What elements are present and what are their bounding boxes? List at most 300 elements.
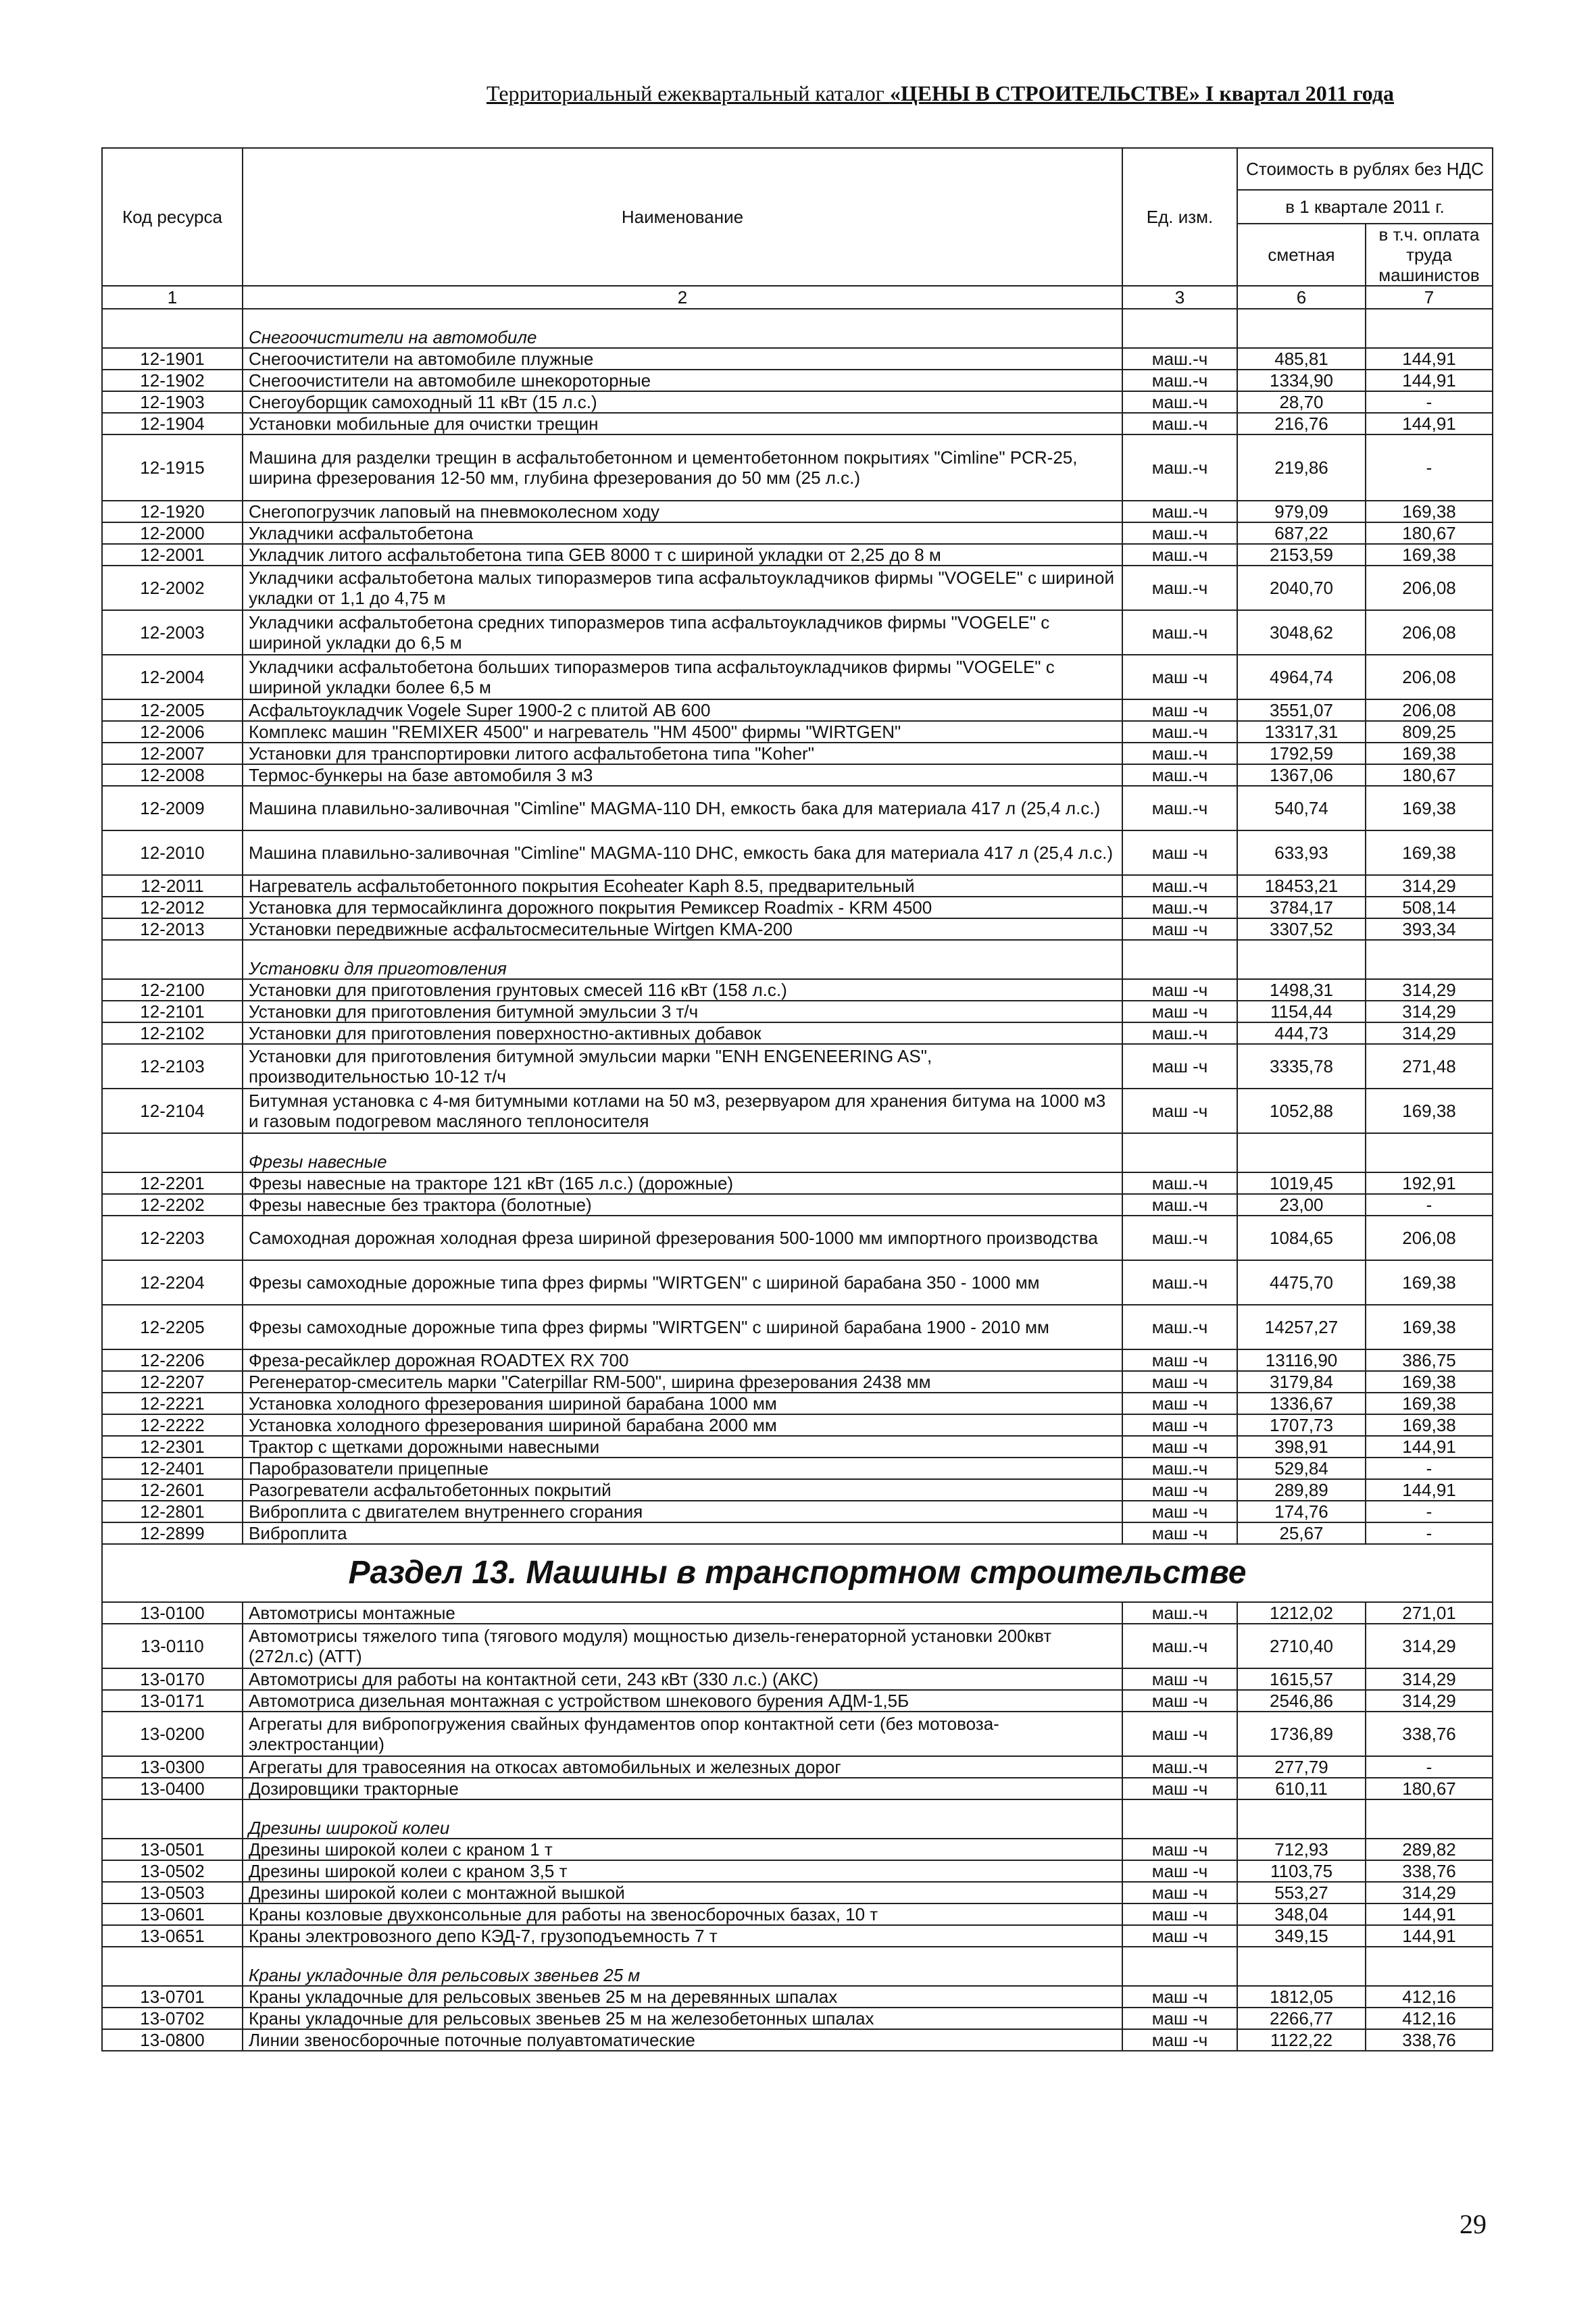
resource-name: Асфальтоукладчик Vogele Super 1900-2 с плитой АВ 600	[243, 699, 1122, 721]
resource-name: Автомотрисы тяжелого типа (тягового модуля) мощностью дизель-генераторной установки 200квт (272л.с) (АТТ)	[243, 1624, 1122, 1668]
estimated-cost: 1736,89	[1237, 1712, 1366, 1756]
resource-code: 13-0601	[102, 1903, 243, 1925]
operator-labor-cost: 206,08	[1366, 610, 1493, 655]
resource-code: 12-2000	[102, 522, 243, 544]
unit-of-measure: маш.-ч	[1122, 391, 1237, 413]
resource-name: Самоходная дорожная холодная фреза шириной фрезерования 500-1000 мм импортного производства	[243, 1216, 1122, 1260]
unit-of-measure: маш -ч	[1122, 699, 1237, 721]
unit-of-measure: маш -ч	[1122, 1839, 1237, 1860]
unit-of-measure: маш.-ч	[1122, 566, 1237, 610]
estimated-cost: 349,15	[1237, 1925, 1366, 1947]
estimated-cost: 1103,75	[1237, 1860, 1366, 1882]
subsection-row	[102, 309, 1493, 348]
estimated-cost: 28,70	[1237, 391, 1366, 413]
subsection-title: Установки для приготовления	[243, 940, 1122, 979]
table-body	[102, 309, 1493, 2051]
unit-of-measure: маш -ч	[1122, 655, 1237, 699]
resource-code: 12-2301	[102, 1436, 243, 1458]
resource-code: 12-1901	[102, 348, 243, 370]
operator-labor-cost: 169,38	[1366, 1260, 1493, 1305]
resource-code: 12-2003	[102, 610, 243, 655]
resource-code: 12-2202	[102, 1194, 243, 1216]
unit-of-measure: маш -ч	[1122, 1479, 1237, 1501]
operator-labor-cost: 314,29	[1366, 1022, 1493, 1044]
resource-name: Фреза-ресайклер дорожная ROADTEX RX 700	[243, 1349, 1122, 1371]
resource-code: 12-2203	[102, 1216, 243, 1260]
resource-code: 12-2001	[102, 544, 243, 566]
empty-cell	[102, 1799, 243, 1839]
table-row	[102, 610, 1493, 655]
unit-of-measure: маш -ч	[1122, 1501, 1237, 1522]
estimated-cost: 2546,86	[1237, 1690, 1366, 1712]
operator-labor-cost: -	[1366, 1194, 1493, 1216]
empty-cell	[1122, 940, 1237, 979]
table-row	[102, 655, 1493, 699]
estimated-cost: 13317,31	[1237, 721, 1366, 743]
unit-of-measure: маш -ч	[1122, 1393, 1237, 1414]
table-row	[102, 1260, 1493, 1305]
table-row	[102, 830, 1493, 875]
estimated-cost: 1084,65	[1237, 1216, 1366, 1260]
operator-labor-cost: 314,29	[1366, 1001, 1493, 1022]
resource-name: Автомотрисы для работы на контактной сети, 243 кВт (330 л.с.) (АКС)	[243, 1668, 1122, 1690]
resource-code: 12-2009	[102, 786, 243, 830]
table-row	[102, 1216, 1493, 1260]
estimated-cost: 277,79	[1237, 1756, 1366, 1778]
price-catalog-table	[101, 147, 1493, 2051]
table-row	[102, 1986, 1493, 2008]
resource-code: 12-2801	[102, 1501, 243, 1522]
resource-name: Агрегаты для вибропогружения свайных фундаментов опор контактной сети (без мотовоза-электростанции)	[243, 1712, 1122, 1756]
unit-of-measure: маш -ч	[1122, 1903, 1237, 1925]
estimated-cost: 2266,77	[1237, 2008, 1366, 2029]
empty-cell	[1122, 1947, 1237, 1986]
table-row	[102, 1479, 1493, 1501]
estimated-cost: 540,74	[1237, 786, 1366, 830]
table-row	[102, 1371, 1493, 1393]
unit-of-measure: маш -ч	[1122, 1860, 1237, 1882]
estimated-cost: 687,22	[1237, 522, 1366, 544]
resource-code: 13-0300	[102, 1756, 243, 1778]
unit-of-measure: маш -ч	[1122, 1001, 1237, 1022]
resource-name: Краны укладочные для рельсовых звеньев 25 м на деревянных шпалах	[243, 1986, 1122, 2008]
resource-code: 12-2007	[102, 743, 243, 764]
header-labor: в т.ч. оплата труда машинистов	[1366, 224, 1493, 286]
operator-labor-cost: 169,38	[1366, 786, 1493, 830]
operator-labor-cost: -	[1366, 1501, 1493, 1522]
table-row	[102, 1602, 1493, 1624]
estimated-cost: 14257,27	[1237, 1305, 1366, 1349]
table-row	[102, 1501, 1493, 1522]
resource-name: Снегопогрузчик лаповый на пневмоколесном ходу	[243, 501, 1122, 522]
resource-name: Дрезины широкой колеи с краном 3,5 т	[243, 1860, 1122, 1882]
table-row	[102, 501, 1493, 522]
resource-name: Автомотрисы монтажные	[243, 1602, 1122, 1624]
table-row	[102, 979, 1493, 1001]
operator-labor-cost: 206,08	[1366, 699, 1493, 721]
header-prefix: Территориальный ежеквартальный каталог	[487, 81, 890, 105]
resource-code: 13-0171	[102, 1690, 243, 1712]
operator-labor-cost: 412,16	[1366, 2008, 1493, 2029]
resource-name: Автомотриса дизельная монтажная с устройством шнекового бурения АДМ-1,5Б	[243, 1690, 1122, 1712]
table-row	[102, 413, 1493, 434]
resource-code: 12-2401	[102, 1458, 243, 1479]
resource-code: 12-2222	[102, 1414, 243, 1436]
unit-of-measure: маш.-ч	[1122, 544, 1237, 566]
unit-of-measure: маш.-ч	[1122, 1602, 1237, 1624]
estimated-cost: 219,86	[1237, 434, 1366, 501]
unit-of-measure: маш.-ч	[1122, 610, 1237, 655]
table-row	[102, 1194, 1493, 1216]
resource-name: Дрезины широкой колеи с краном 1 т	[243, 1839, 1122, 1860]
section-title: Раздел 13. Машины в транспортном строительстве	[102, 1544, 1493, 1602]
subsection-title: Дрезины широкой колеи	[243, 1799, 1122, 1839]
table-row	[102, 522, 1493, 544]
unit-of-measure: маш.-ч	[1122, 348, 1237, 370]
operator-labor-cost: 271,48	[1366, 1044, 1493, 1089]
empty-cell	[1366, 309, 1493, 348]
empty-cell	[1122, 1133, 1237, 1172]
operator-labor-cost: 314,29	[1366, 1882, 1493, 1903]
estimated-cost: 485,81	[1237, 348, 1366, 370]
table-row	[102, 1349, 1493, 1371]
column-number: 3	[1122, 286, 1237, 309]
estimated-cost: 2153,59	[1237, 544, 1366, 566]
estimated-cost: 1336,67	[1237, 1393, 1366, 1414]
resource-name: Нагреватель асфальтобетонного покрытия Ecoheater Kaph 8.5, предварительный	[243, 875, 1122, 897]
estimated-cost: 1212,02	[1237, 1602, 1366, 1624]
resource-code: 13-0200	[102, 1712, 243, 1756]
table-row	[102, 875, 1493, 897]
estimated-cost: 3307,52	[1237, 918, 1366, 940]
section-row	[102, 1544, 1493, 1602]
table-row	[102, 1925, 1493, 1947]
operator-labor-cost: 412,16	[1366, 1986, 1493, 2008]
unit-of-measure: маш.-ч	[1122, 786, 1237, 830]
header-estimated: сметная	[1237, 224, 1366, 286]
resource-code: 13-0503	[102, 1882, 243, 1903]
estimated-cost: 348,04	[1237, 1903, 1366, 1925]
header-quarter: в 1 квартале 2011 г.	[1237, 190, 1493, 224]
resource-name: Фрезы самоходные дорожные типа фрез фирмы "WIRTGEN" с шириной барабана 1900 - 2010 мм	[243, 1305, 1122, 1349]
resource-code: 13-0170	[102, 1668, 243, 1690]
header-title: «ЦЕНЫ В СТРОИТЕЛЬСТВЕ» I квартал 2011 года	[889, 81, 1395, 105]
empty-cell	[1237, 309, 1366, 348]
unit-of-measure: маш -ч	[1122, 1349, 1237, 1371]
table-row	[102, 1624, 1493, 1668]
estimated-cost: 23,00	[1237, 1194, 1366, 1216]
resource-code: 12-2899	[102, 1522, 243, 1544]
operator-labor-cost: 144,91	[1366, 1436, 1493, 1458]
subsection-title: Фрезы навесные	[243, 1133, 1122, 1172]
unit-of-measure: маш.-ч	[1122, 413, 1237, 434]
empty-cell	[102, 309, 243, 348]
resource-code: 12-2206	[102, 1349, 243, 1371]
resource-code: 13-0501	[102, 1839, 243, 1860]
resource-name: Виброплита с двигателем внутреннего сгорания	[243, 1501, 1122, 1522]
resource-name: Фрезы навесные без трактора (болотные)	[243, 1194, 1122, 1216]
table-row	[102, 1756, 1493, 1778]
resource-code: 12-2013	[102, 918, 243, 940]
resource-name: Укладчик литого асфальтобетона типа GEB 8000 т с шириной укладки от 2,25 до 8 м	[243, 544, 1122, 566]
header-unit: Ед. изм.	[1122, 148, 1237, 286]
resource-code: 12-2011	[102, 875, 243, 897]
operator-labor-cost: 169,38	[1366, 1414, 1493, 1436]
operator-labor-cost: 289,82	[1366, 1839, 1493, 1860]
resource-code: 12-2101	[102, 1001, 243, 1022]
operator-labor-cost: 144,91	[1366, 1903, 1493, 1925]
resource-code: 13-0100	[102, 1602, 243, 1624]
estimated-cost: 529,84	[1237, 1458, 1366, 1479]
table-row	[102, 897, 1493, 918]
table-row	[102, 764, 1493, 786]
estimated-cost: 1334,90	[1237, 370, 1366, 391]
unit-of-measure: маш -ч	[1122, 1414, 1237, 1436]
resource-name: Укладчики асфальтобетона малых типоразмеров типа асфальтоукладчиков фирмы "VOGELE" с шириной укладки от 1,1 до 4,75 м	[243, 566, 1122, 610]
unit-of-measure: маш -ч	[1122, 2008, 1237, 2029]
table-row	[102, 1172, 1493, 1194]
operator-labor-cost: 314,29	[1366, 1690, 1493, 1712]
operator-labor-cost: 169,38	[1366, 830, 1493, 875]
resource-name: Укладчики асфальтобетона	[243, 522, 1122, 544]
operator-labor-cost: 338,76	[1366, 1860, 1493, 1882]
resource-name: Термос-бункеры на базе автомобиля 3 м3	[243, 764, 1122, 786]
operator-labor-cost: 314,29	[1366, 875, 1493, 897]
operator-labor-cost: 386,75	[1366, 1349, 1493, 1371]
column-number: 1	[102, 286, 243, 309]
unit-of-measure: маш.-ч	[1122, 875, 1237, 897]
resource-code: 12-2103	[102, 1044, 243, 1089]
table-row	[102, 348, 1493, 370]
empty-cell	[1237, 1133, 1366, 1172]
unit-of-measure: маш -ч	[1122, 830, 1237, 875]
resource-code: 13-0651	[102, 1925, 243, 1947]
resource-name: Краны козловые двухконсольные для работы на звеносборочных базах, 10 т	[243, 1903, 1122, 1925]
estimated-cost: 712,93	[1237, 1839, 1366, 1860]
subsection-title: Краны укладочные для рельсовых звеньев 25 м	[243, 1947, 1122, 1986]
resource-name: Машина плавильно-заливочная "Cimline" MAGMA-110 DH, емкость бака для материала 417 л (25,4 л.с.)	[243, 786, 1122, 830]
operator-labor-cost: -	[1366, 391, 1493, 413]
table-row	[102, 566, 1493, 610]
resource-name: Краны укладочные для рельсовых звеньев 25 м на железобетонных шпалах	[243, 2008, 1122, 2029]
operator-labor-cost: 338,76	[1366, 2029, 1493, 2051]
unit-of-measure: маш.-ч	[1122, 743, 1237, 764]
resource-name: Установки для приготовления битумной эмульсии 3 т/ч	[243, 1001, 1122, 1022]
estimated-cost: 18453,21	[1237, 875, 1366, 897]
resource-code: 12-2102	[102, 1022, 243, 1044]
estimated-cost: 1052,88	[1237, 1089, 1366, 1133]
resource-code: 12-2601	[102, 1479, 243, 1501]
operator-labor-cost: -	[1366, 434, 1493, 501]
table-row	[102, 544, 1493, 566]
resource-code: 12-2006	[102, 721, 243, 743]
unit-of-measure: маш -ч	[1122, 1986, 1237, 2008]
unit-of-measure: маш -ч	[1122, 1778, 1237, 1799]
unit-of-measure: маш.-ч	[1122, 434, 1237, 501]
table-row	[102, 1305, 1493, 1349]
estimated-cost: 1498,31	[1237, 979, 1366, 1001]
empty-cell	[1366, 1133, 1493, 1172]
unit-of-measure: маш.-ч	[1122, 522, 1237, 544]
resource-name: Разогреватели асфальтобетонных покрытий	[243, 1479, 1122, 1501]
operator-labor-cost: 180,67	[1366, 764, 1493, 786]
resource-name: Установки для приготовления битумной эмульсии марки "ENH ENGENEERING AS", производительностью 10-12 т/ч	[243, 1044, 1122, 1089]
estimated-cost: 289,89	[1237, 1479, 1366, 1501]
operator-labor-cost: 271,01	[1366, 1602, 1493, 1624]
resource-code: 12-2205	[102, 1305, 243, 1349]
unit-of-measure: маш.-ч	[1122, 1305, 1237, 1349]
operator-labor-cost: 144,91	[1366, 1479, 1493, 1501]
table-row	[102, 1001, 1493, 1022]
table-row	[102, 786, 1493, 830]
empty-cell	[1366, 940, 1493, 979]
resource-name: Линии звеносборочные поточные полуавтоматические	[243, 2029, 1122, 2051]
estimated-cost: 1367,06	[1237, 764, 1366, 786]
estimated-cost: 174,76	[1237, 1501, 1366, 1522]
operator-labor-cost: 206,08	[1366, 566, 1493, 610]
resource-code: 12-1902	[102, 370, 243, 391]
empty-cell	[1366, 1947, 1493, 1986]
resource-code: 12-1920	[102, 501, 243, 522]
table-row	[102, 1089, 1493, 1133]
operator-labor-cost: -	[1366, 1522, 1493, 1544]
operator-labor-cost: 169,38	[1366, 1393, 1493, 1414]
unit-of-measure: маш -ч	[1122, 1522, 1237, 1544]
empty-cell	[102, 1133, 243, 1172]
resource-code: 12-2008	[102, 764, 243, 786]
resource-name: Битумная установка с 4-мя битумными котлами на 50 м3, резервуаром для хранения битума на 1000 м3 и газовым подогревом масляного теплоносителя	[243, 1089, 1122, 1133]
header-name: Наименование	[243, 148, 1122, 286]
estimated-cost: 1154,44	[1237, 1001, 1366, 1022]
operator-labor-cost: 206,08	[1366, 1216, 1493, 1260]
resource-name: Виброплита	[243, 1522, 1122, 1544]
resource-name: Установки для приготовления поверхностно-активных добавок	[243, 1022, 1122, 1044]
operator-labor-cost: 393,34	[1366, 918, 1493, 940]
resource-name: Установка для термосайклинга дорожного покрытия Ремиксер Roadmix - KRM 4500	[243, 897, 1122, 918]
resource-name: Укладчики асфальтобетона средних типоразмеров типа асфальтоукладчиков фирмы "VOGELE" с шириной укладки до 6,5 м	[243, 610, 1122, 655]
empty-cell	[1237, 1799, 1366, 1839]
resource-code: 12-2221	[102, 1393, 243, 1414]
resource-name: Установка холодного фрезерования шириной барабана 1000 мм	[243, 1393, 1122, 1414]
unit-of-measure: маш -ч	[1122, 1044, 1237, 1089]
resource-code: 12-2100	[102, 979, 243, 1001]
operator-labor-cost: 169,38	[1366, 1305, 1493, 1349]
estimated-cost: 3179,84	[1237, 1371, 1366, 1393]
table-row	[102, 721, 1493, 743]
operator-labor-cost: 169,38	[1366, 544, 1493, 566]
operator-labor-cost: 508,14	[1366, 897, 1493, 918]
estimated-cost: 1707,73	[1237, 1414, 1366, 1436]
operator-labor-cost: 314,29	[1366, 1668, 1493, 1690]
operator-labor-cost: 192,91	[1366, 1172, 1493, 1194]
estimated-cost: 2040,70	[1237, 566, 1366, 610]
operator-labor-cost: 180,67	[1366, 1778, 1493, 1799]
table-row	[102, 1778, 1493, 1799]
resource-code: 12-2010	[102, 830, 243, 875]
operator-labor-cost: -	[1366, 1458, 1493, 1479]
operator-labor-cost: 144,91	[1366, 1925, 1493, 1947]
table-row	[102, 1414, 1493, 1436]
table-row	[102, 434, 1493, 501]
operator-labor-cost: 169,38	[1366, 743, 1493, 764]
resource-code: 13-0800	[102, 2029, 243, 2051]
column-number: 7	[1366, 286, 1493, 309]
column-number-row	[102, 286, 1493, 309]
estimated-cost: 1792,59	[1237, 743, 1366, 764]
table-row	[102, 918, 1493, 940]
unit-of-measure: маш -ч	[1122, 1925, 1237, 1947]
estimated-cost: 4475,70	[1237, 1260, 1366, 1305]
resource-code: 13-0110	[102, 1624, 243, 1668]
unit-of-measure: маш -ч	[1122, 2029, 1237, 2051]
unit-of-measure: маш.-ч	[1122, 897, 1237, 918]
estimated-cost: 3048,62	[1237, 610, 1366, 655]
table-row	[102, 391, 1493, 413]
operator-labor-cost: 144,91	[1366, 348, 1493, 370]
resource-code: 12-2005	[102, 699, 243, 721]
estimated-cost: 3335,78	[1237, 1044, 1366, 1089]
resource-code: 13-0400	[102, 1778, 243, 1799]
estimated-cost: 633,93	[1237, 830, 1366, 875]
resource-code: 13-0701	[102, 1986, 243, 2008]
resource-name: Регенератор-смеситель марки "Caterpillar RM-500", ширина фрезерования 2438 мм	[243, 1371, 1122, 1393]
subsection-title: Снегоочистители на автомобиле	[243, 309, 1122, 348]
resource-code: 13-0702	[102, 2008, 243, 2029]
empty-cell	[1237, 940, 1366, 979]
resource-name: Паробразователи прицепные	[243, 1458, 1122, 1479]
estimated-cost: 1122,22	[1237, 2029, 1366, 2051]
operator-labor-cost: 314,29	[1366, 979, 1493, 1001]
operator-labor-cost: 206,08	[1366, 655, 1493, 699]
resource-name: Дрезины широкой колеи с монтажной вышкой	[243, 1882, 1122, 1903]
subsection-row	[102, 1947, 1493, 1986]
resource-code: 12-2204	[102, 1260, 243, 1305]
unit-of-measure: маш -ч	[1122, 1668, 1237, 1690]
table-row	[102, 1668, 1493, 1690]
resource-name: Снегоуборщик самоходный 11 кВт (15 л.с.)	[243, 391, 1122, 413]
resource-name: Комплекс машин "REMIXER 4500" и нагреватель "HM 4500" фирмы "WIRTGEN"	[243, 721, 1122, 743]
table-row	[102, 1458, 1493, 1479]
estimated-cost: 1615,57	[1237, 1668, 1366, 1690]
unit-of-measure: маш.-ч	[1122, 370, 1237, 391]
estimated-cost: 398,91	[1237, 1436, 1366, 1458]
empty-cell	[1366, 1799, 1493, 1839]
resource-name: Установки для транспортировки литого асфальтобетона типа "Koher"	[243, 743, 1122, 764]
resource-name: Агрегаты для травосеяния на откосах автомобильных и железных дорог	[243, 1756, 1122, 1778]
unit-of-measure: маш -ч	[1122, 1436, 1237, 1458]
unit-of-measure: маш.-ч	[1122, 764, 1237, 786]
unit-of-measure: маш.-ч	[1122, 1022, 1237, 1044]
unit-of-measure: маш -ч	[1122, 979, 1237, 1001]
subsection-row	[102, 1799, 1493, 1839]
unit-of-measure: маш.-ч	[1122, 1624, 1237, 1668]
operator-labor-cost: 314,29	[1366, 1624, 1493, 1668]
table-row	[102, 1712, 1493, 1756]
estimated-cost: 610,11	[1237, 1778, 1366, 1799]
unit-of-measure: маш.-ч	[1122, 1216, 1237, 1260]
operator-labor-cost: 169,38	[1366, 1089, 1493, 1133]
empty-cell	[1122, 309, 1237, 348]
estimated-cost: 25,67	[1237, 1522, 1366, 1544]
unit-of-measure: маш -ч	[1122, 1089, 1237, 1133]
estimated-cost: 553,27	[1237, 1882, 1366, 1903]
operator-labor-cost: 144,91	[1366, 413, 1493, 434]
page-header	[487, 81, 1460, 106]
unit-of-measure: маш -ч	[1122, 1371, 1237, 1393]
operator-labor-cost: 809,25	[1366, 721, 1493, 743]
empty-cell	[102, 1947, 243, 1986]
unit-of-measure: маш -ч	[1122, 1882, 1237, 1903]
